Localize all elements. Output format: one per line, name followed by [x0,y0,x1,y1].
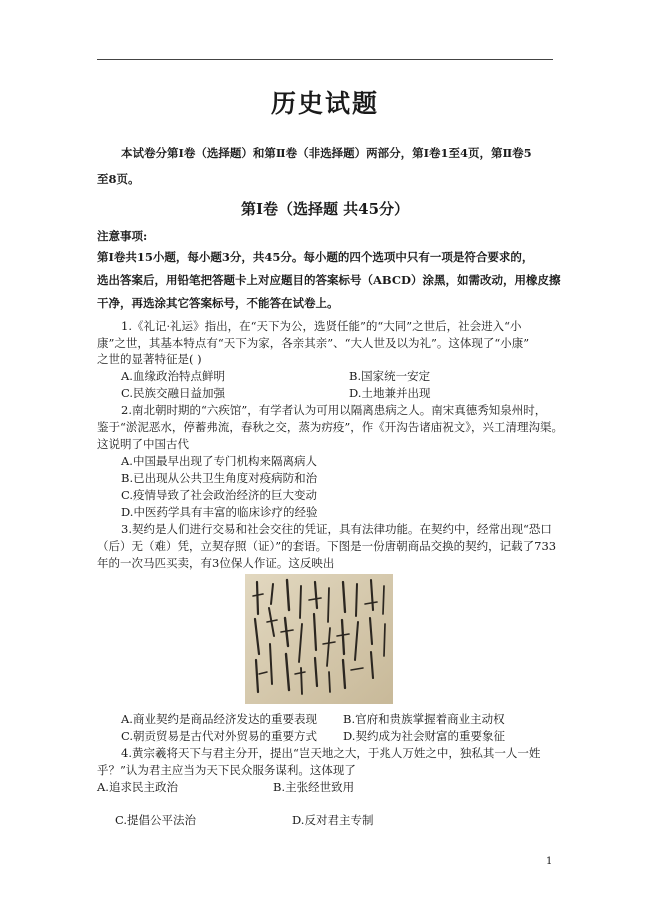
page-number: 1 [546,856,553,867]
option-d: D.中医药学具有丰富的临床诊疗的经验 [121,505,318,519]
contract-image [245,574,393,704]
option-b: B.国家统一安定 [349,369,431,383]
question-stem: （后）无（难）凭，立契存照（证）”的套语。下图是一份唐朝商品交换的契约，记载了733 [97,539,557,553]
intro-text: 至8页。 [97,172,140,186]
notice-heading: 注意事项: [97,229,148,243]
header-rule [97,59,553,60]
question-stem: 鉴于“淤泥恶水，停蓄弗流，春秋之交，蒸为疠疫”，作《开沟告诸庙祝文》，兴工清理沟渠。 [97,420,564,434]
notice-line: 选出答案后，用铅笔把答题卡上对应题目的答案标号（ABCD）涂黑，如需改动，用橡皮擦 [97,273,561,287]
question-stem: 之世的显著特征是( ) [97,352,202,366]
option-d: D.反对君主专制 [292,813,374,827]
option-c: C.疫情导致了社会政治经济的巨大变动 [121,488,318,502]
notice-line: 干净，再选涂其它答案标号，不能答在试卷上。 [97,296,339,310]
option-a: A.追求民主政治 [97,780,178,794]
section-heading: 第Ⅰ卷（选择题 共45分） [240,200,410,218]
question-stem: 1.《礼记·礼运》指出，在“天下为公，选贤任能”的“大同”之世后，社会进入“小 [121,319,522,333]
manuscript-strokes [245,574,393,704]
option-c: C.朝贡贸易是古代对外贸易的重要方式 [121,729,318,743]
option-a: A.中国最早出现了专门机构来隔离病人 [121,454,317,468]
option-b: B.已出现从公共卫生角度对疫病防和治 [121,471,318,485]
notice-line: 第Ⅰ卷共15小题，每小题3分，共45分。每小题的四个选项中只有一项是符合要求的， [97,250,534,264]
option-c: C.民族交融日益加强 [121,386,226,400]
option-a: A.商业契约是商品经济发达的重要表现 [121,712,317,726]
option-d: D.契约成为社会财富的重要象征 [343,729,505,743]
question-stem: 年的一次马匹买卖，有3位保人作证。这反映出 [97,556,335,570]
question-stem: 4.黄宗羲将天下与君主分开，提出“岂天地之大，于兆人万姓之中，独私其一人一姓 [121,746,541,760]
option-d: D.土地兼并出现 [349,386,431,400]
question-stem: 康”之世，其基本特点有“天下为家，各亲其亲”、“大人世及以为礼”。这体现了“小康” [97,336,530,350]
option-b: B.官府和贵族掌握着商业主动权 [343,712,505,726]
intro-text: 本试卷分第Ⅰ卷（选择题）和第Ⅱ卷（非选择题）两部分，第Ⅰ卷1至4页，第Ⅱ卷5 [121,146,532,160]
option-c: C.提倡公平法治 [115,813,197,827]
question-stem: 2.南北朝时期的“六疾馆”，有学者认为可用以隔离患病之人。南宋真德秀知泉州时， [121,403,547,417]
question-stem: 3.契约是人们进行交易和社会交往的凭证，具有法律功能。在契约中，经常出现“恐口 [121,522,552,536]
option-a: A.血缘政治特点鲜明 [121,369,225,383]
page-title: 历史试题 [270,89,379,118]
question-stem: 乎？”认为君主应当为天下民众服务谋利。这体现了 [97,763,356,777]
option-b: B.主张经世致用 [273,780,355,794]
question-stem: 这说明了中国古代 [97,437,189,451]
